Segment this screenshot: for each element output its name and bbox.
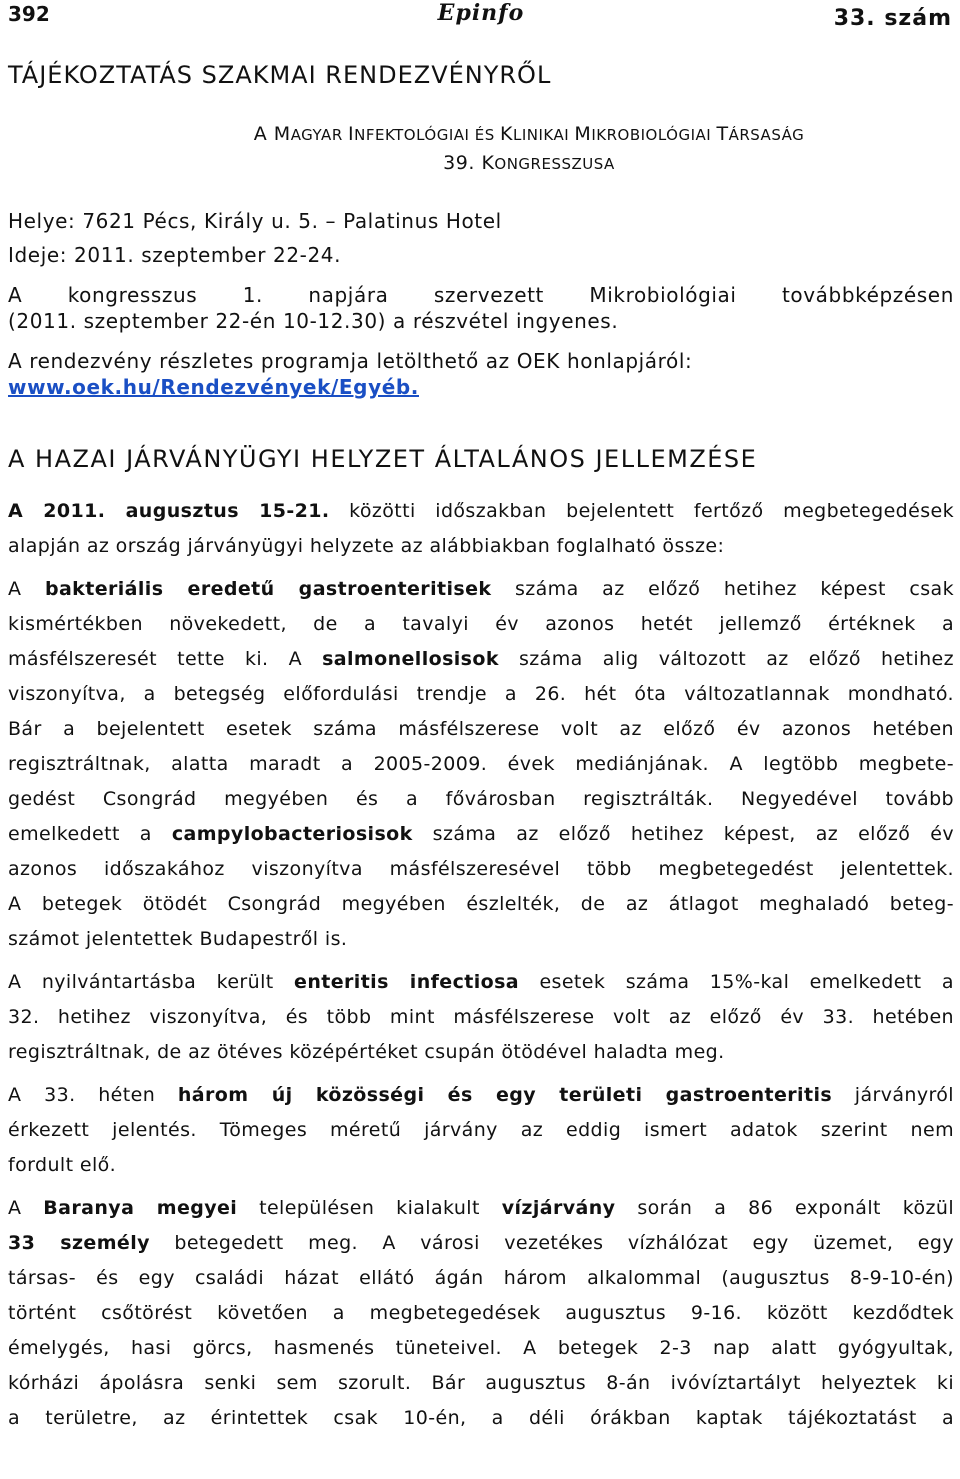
date-line: Ideje: 2011. szeptember 22-24. — [8, 243, 342, 267]
text-run: émelygés, hasi görcs, hasmenés tüneteivel. A betegek 2-3 nap alatt gyógyultak, — [8, 1337, 954, 1359]
report-paragraph — [8, 1078, 954, 1183]
report-paragraph — [8, 965, 954, 1070]
program-line: A rendezvény részletes programja letölthető az OEK honlapjáról: — [8, 349, 693, 373]
text-run: A 33. héten — [8, 1084, 178, 1106]
organization-text: ÁRSASÁG — [728, 126, 805, 144]
bold-term: 33 személy — [8, 1232, 150, 1254]
text-run: betegedett meg. A városi vezetékes vízhálózat egy üzemet, egy — [149, 1232, 954, 1254]
bold-term: enteritis infectiosa — [294, 971, 520, 993]
text-line — [8, 572, 954, 607]
organization-text: ONGRESSZUSA — [494, 155, 615, 173]
bold-term: salmonellosisok — [322, 648, 499, 670]
text-line — [8, 852, 954, 887]
text-run: 32. hetihez viszonyítva, és több mint másfélszerese volt az előző év 33. hetében — [8, 1006, 954, 1028]
text-line — [8, 1366, 954, 1401]
text-run: során a 86 exponált közül — [615, 1197, 954, 1219]
text-run: történt csőtörést követően a megbetegedések augusztus 9-16. között kezdődtek — [8, 1302, 954, 1324]
text-line — [8, 1191, 954, 1226]
bold-term: bakteriális eredetű gastroenteritisek — [44, 578, 492, 600]
bold-term: Baranya megyei — [43, 1197, 238, 1219]
text-run: regisztráltnak, de az ötéves középértéket csupán ötödével haladta meg. — [8, 1041, 725, 1063]
text-line — [8, 1000, 954, 1035]
bold-term: campylobacteriosisok — [171, 823, 413, 845]
report-paragraph — [8, 1191, 954, 1436]
text-line — [8, 1296, 954, 1331]
text-run: kismértékben növekedett, de a tavalyi év azonos hetét jellemző értéknek a — [8, 613, 954, 635]
text-run: alapján az ország járványügyi helyzete az alábbiakban foglalható össze: — [8, 535, 725, 557]
page-number: 392 — [8, 2, 50, 26]
text-run: A — [8, 578, 45, 600]
text-run: Bár a bejelentett esetek száma másfélszerese volt az előző év azonos hetében — [8, 718, 954, 740]
text-run: településen kialakult — [237, 1197, 502, 1219]
text-run: társas- és egy családi házat ellátó ágán három alkalommal (augusztus 8-9-10-én) — [8, 1267, 954, 1289]
text-run: A nyilvántartásba került — [8, 971, 295, 993]
text-line — [8, 1113, 954, 1148]
text-line — [8, 607, 954, 642]
text-run: közötti időszakban bejelentett fertőző megbetegedések — [329, 500, 954, 522]
course-line: (2011. szeptember 22-én 10-12.30) a részvétel ingyenes. — [8, 309, 619, 333]
text-run: emelkedett a — [8, 823, 172, 845]
course-line: A kongresszus 1. napjára szervezett Mikrobiológiai továbbképzésen — [8, 283, 954, 307]
text-run: járványról — [832, 1084, 954, 1106]
report-paragraph — [8, 494, 954, 564]
organization-text: K — [481, 152, 495, 174]
bold-term: A 2011. augusztus 15-21. — [8, 500, 330, 522]
organization-text: NFEKTOLÓGIAI ÉS — [354, 126, 500, 144]
event-section-title: TÁJÉKOZTATÁS SZAKMAI RENDEZVÉNYRŐL — [8, 61, 552, 89]
text-run: száma az előző hetihez képest, az előző év — [412, 823, 954, 845]
bold-term: három új közösségi és egy területi gastroenteritis — [177, 1084, 833, 1106]
text-run: száma az előző hetihez képest csak — [491, 578, 955, 600]
text-line — [8, 1331, 954, 1366]
text-run: azonos időszakához viszonyítva másfélszeresével több megbetegedést jelentettek. — [8, 858, 954, 880]
text-line — [8, 782, 954, 817]
text-run: fordult elő. — [8, 1154, 117, 1176]
organization-text: T — [716, 123, 729, 145]
text-line — [8, 965, 954, 1000]
text-line — [8, 1226, 954, 1261]
bold-term: vízjárvány — [501, 1197, 616, 1219]
text-line — [8, 747, 954, 782]
text-line — [8, 677, 954, 712]
text-run: másfélszeresét tette ki. A — [8, 648, 323, 670]
epinfo-logo: Epinfo — [437, 0, 525, 26]
text-run: számot jelentettek Budapestről is. — [8, 928, 348, 950]
venue-line: Helye: 7621 Pécs, Király u. 5. – Palatinus Hotel — [8, 209, 502, 233]
report-paragraph — [8, 572, 954, 957]
text-run: gedést Csongrád megyében és a fővárosban regisztrálták. Negyedével tovább — [8, 788, 954, 810]
text-line — [8, 1035, 954, 1070]
text-line — [8, 712, 954, 747]
text-line — [8, 1148, 954, 1183]
text-line — [8, 494, 954, 529]
organization-line — [104, 149, 954, 178]
text-run: viszonyítva, a betegség előfordulási trendje a 26. hét óta változatlannak mondható. — [8, 683, 954, 705]
organization-text: AGYAR — [290, 126, 349, 144]
text-run: A betegek ötödét Csongrád megyében észlelték, de az átlagot meghaladó beteg- — [8, 893, 954, 915]
text-run: a területre, az érintettek csak 10-én, a déli órákban kaptak tájékoztatást a — [8, 1407, 954, 1429]
organization-text: LINIKAI — [512, 126, 575, 144]
organization-text: M — [273, 123, 291, 145]
organization-name — [8, 120, 954, 178]
oek-events-link[interactable]: www.oek.hu/Rendezvények/Egyéb. — [8, 375, 419, 399]
text-line — [8, 1078, 954, 1113]
text-line — [8, 1261, 954, 1296]
report-body — [8, 494, 954, 1436]
text-line — [8, 529, 954, 564]
text-run: esetek száma 15%-kal emelkedett a — [519, 971, 954, 993]
text-line — [8, 1401, 954, 1436]
text-run: száma alig változott az előző hetihez — [498, 648, 954, 670]
text-run: kórházi ápolásra senki sem szorult. Bár augusztus 8-án ivóvíztartályt helyeztek ki — [8, 1372, 954, 1394]
text-line — [8, 642, 954, 677]
text-run: A — [8, 1197, 44, 1219]
organization-text: 39. — [443, 152, 482, 174]
text-run: érkezett jelentés. Tömeges méretű járvány az eddig ismert adatok szerint nem — [8, 1119, 954, 1141]
organization-text: A — [253, 123, 274, 145]
organization-line — [104, 120, 954, 149]
epidemiology-section-title: A HAZAI JÁRVÁNYÜGYI HELYZET ÁLTALÁNOS JELLEMZÉSE — [8, 445, 758, 473]
text-line — [8, 922, 954, 957]
issue-number: 33. szám — [833, 6, 952, 31]
page-header — [8, 0, 954, 46]
text-line — [8, 887, 954, 922]
text-line — [8, 817, 954, 852]
organization-text: K — [500, 123, 513, 145]
organization-text: I — [348, 123, 355, 145]
organization-text: IKROBIOLÓGIAI — [591, 126, 717, 144]
text-run: regisztráltnak, alatta maradt a 2005-2009. évek mediánjának. A legtöbb megbete- — [8, 753, 954, 775]
organization-text: M — [574, 123, 592, 145]
